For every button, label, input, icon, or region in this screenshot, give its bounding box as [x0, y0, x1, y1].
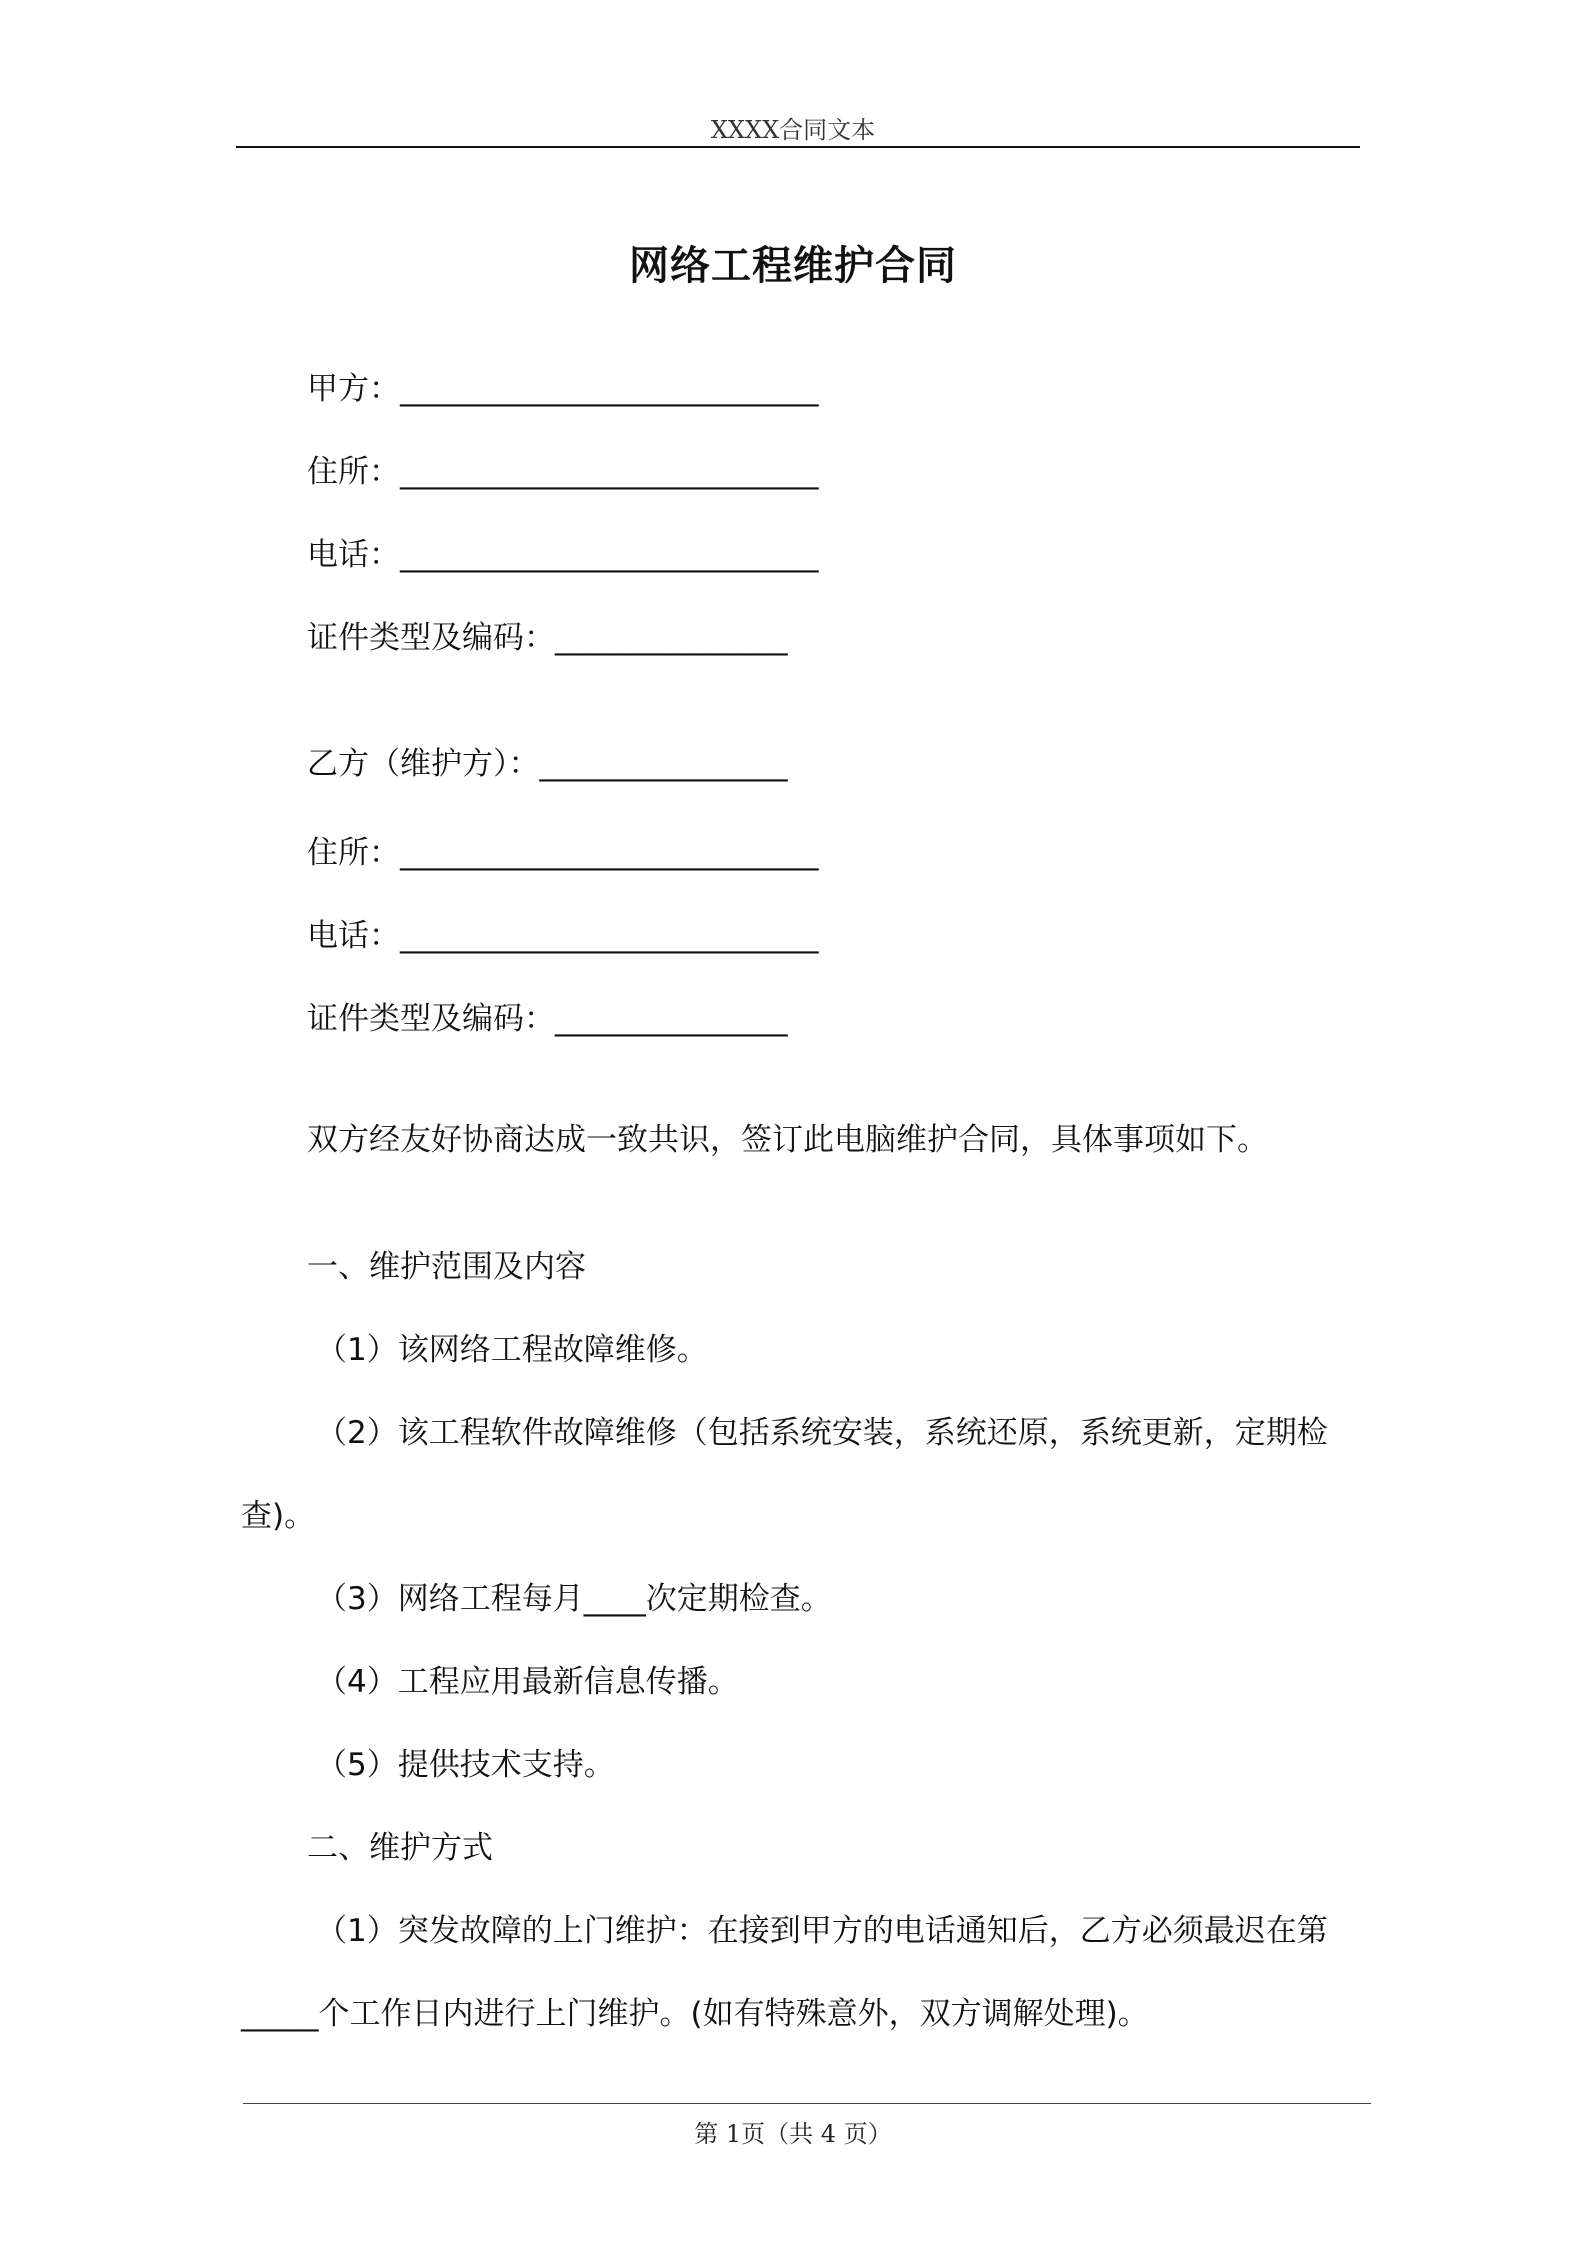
party-a-id-field: 证件类型及编码：_______________ — [307, 620, 788, 656]
party-b-id-field: 证件类型及编码：_______________ — [307, 1001, 788, 1037]
party-b-name-field: 乙方（维护方）：________________ — [307, 746, 788, 782]
party-a-phone-field: 电话：___________________________ — [307, 537, 819, 573]
section-1-item-1: （1）该网络工程故障维修。 — [316, 1332, 708, 1368]
intro-paragraph: 双方经友好协商达成一致共识，签订此电脑维护合同，具体事项如下。 — [307, 1122, 1268, 1158]
section-1-item-4: （4）工程应用最新信息传播。 — [316, 1664, 739, 1700]
party-b-phone-field: 电话：___________________________ — [307, 918, 819, 954]
section-2-item-1: （1）突发故障的上门维护：在接到甲方的电话通知后，乙方必须最迟在第 — [316, 1913, 1328, 1949]
document-title: 网络工程维护合同 — [629, 243, 957, 289]
section-1-item-5: （5）提供技术支持。 — [316, 1747, 615, 1783]
section-1-item-3: （3）网络工程每月____次定期检查。 — [316, 1581, 832, 1617]
section-1-heading: 一、维护范围及内容 — [307, 1249, 586, 1285]
section-1-item-2: （2）该工程软件故障维修（包括系统安装，系统还原，系统更新，定期检 — [316, 1415, 1328, 1451]
section-2-heading: 二、维护方式 — [307, 1830, 493, 1866]
page-header: XXXX合同文本 — [710, 116, 876, 144]
footer-divider — [243, 2103, 1371, 2104]
section-2-item-1-continued: _____个工作日内进行上门维护。(如有特殊意外，双方调解处理)。 — [241, 1996, 1149, 2032]
party-a-name-field: 甲方：___________________________ — [307, 371, 819, 407]
party-b-address-field: 住所：___________________________ — [307, 835, 819, 871]
page-number-footer: 第 1页（共 4 页） — [694, 2120, 892, 2148]
party-a-address-field: 住所：___________________________ — [307, 454, 819, 490]
section-1-item-2-continued: 查)。 — [241, 1498, 316, 1534]
header-divider — [236, 146, 1360, 148]
